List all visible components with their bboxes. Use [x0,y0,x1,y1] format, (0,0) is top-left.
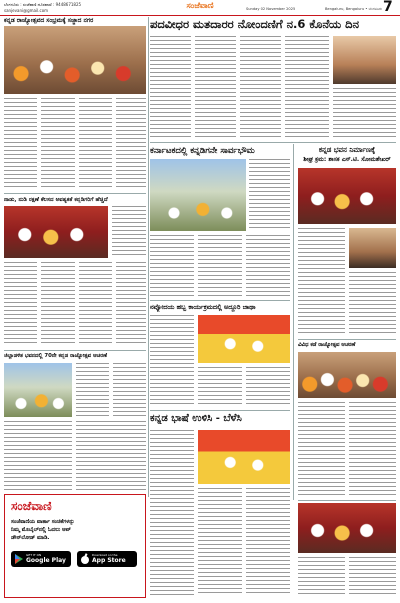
app-ad[interactable] [4,494,146,598]
headline-right-b: ವಿವಿಧ ಕಡೆ ರಾಜ್ಯೋತ್ಸವ ಆಚರಣೆ [298,342,356,348]
text-column [150,315,194,407]
edition-line: Bengaluru, Bengaluru • ಬೆಂಗಳೂರು [324,7,382,11]
text-column [195,36,236,139]
text-column [240,36,281,139]
text-column [246,367,290,407]
ad-logo: ಸಂಜೆವಾಣಿ [11,499,52,513]
email-line: sanjevani@gmail.com [4,8,49,13]
ad-text-2: ನಿಮ್ಮ ಮೊಬೈಲ್‌ನಲ್ಲಿ ಓದಲು ಆಪ್ [11,527,71,533]
google-play-label: Google Play [26,557,66,564]
column-rule [293,144,294,500]
text-column [349,557,396,596]
divider [150,142,396,143]
text-column [4,421,72,491]
photo-portrait-small [349,228,396,268]
text-column [298,228,345,336]
divider [298,500,396,501]
app-store-badge[interactable] [77,551,137,567]
photo-bottom-right [298,503,396,553]
photo-bhashe [198,430,290,484]
text-column [285,36,329,139]
photo-rally [150,159,246,231]
ad-text-1: ಸಂಜೆವಾಣಿಯ ವಾರ್ತಾ ಸಂಚಿಕೆಗಳನ್ನು [11,519,75,525]
text-column [198,367,242,407]
text-column [198,488,242,596]
page-number: 7 [383,0,393,15]
text-column [116,262,146,346]
divider [4,193,146,194]
headline-bottom: ಕನ್ನಡ ಭಾಷೆ ಉಳಿಸಿ - ಬೆಳೆಸಿ [150,413,242,424]
google-play-icon [14,553,24,565]
text-column [150,430,194,596]
photo-district-office [4,363,72,417]
text-column [349,402,396,498]
photo-jatha [198,315,290,363]
text-column [150,36,191,139]
text-column [249,159,290,231]
divider [150,300,290,301]
google-play-pre: GET IT ON [26,553,42,557]
text-column [41,262,75,346]
text-column [198,235,242,297]
headline-left-c: ಜಿಲ್ಲಾಡಳಿತ ಭವನದಲ್ಲಿ 70ನೇ ಕನ್ನಡ ರಾಜ್ಯೋತ್ಸವ ಆಚರಣೆ [4,353,108,359]
text-column [113,363,146,417]
text-column [116,98,146,190]
photo-celebration-right [298,352,396,398]
text-column [298,402,345,498]
app-store-label: App Store [92,557,126,564]
date-line: Sunday 02 November 2025 [246,7,296,11]
apple-icon [80,553,90,565]
text-column [4,98,37,190]
column-rule [148,17,149,497]
headline-right-a-line2: ಶೀಘ್ರ ಕ್ರಮ: ಶಾಸಕ ಎಸ್.ಟಿ. ಸೋಮಶೇಖರ್ [303,156,391,163]
text-column [79,98,112,190]
text-column [298,557,345,596]
headline-center-b: ನವ್ಯೋದಯ ಹಬ್ಬ ಕಾರ್ಯಕ್ರಮದಲ್ಲಿ ಅದ್ದೂರಿ ಜಾಥಾ [150,303,256,311]
divider [4,350,146,351]
photo-lead-portrait [333,36,396,84]
text-column [76,363,109,417]
photo-nadu-nudi [4,206,108,258]
headline-lead: ಪದವೀಧರ ಮತದಾರರ ನೋಂದಣಿಗೆ ನ.6 ಕೊನೆಯ ದಿನ [150,17,359,31]
text-column [349,272,396,336]
text-column [150,235,194,297]
app-store-pre: Download on the [92,553,118,557]
top-rule [0,15,400,16]
google-play-badge[interactable] [11,551,71,567]
text-column [4,262,37,346]
ad-text-3: ಡೌನ್‌ಲೋಡ್ ಮಾಡಿ. [11,535,50,541]
text-column [333,88,396,139]
divider [298,339,396,340]
text-column [41,98,75,190]
divider [150,410,290,411]
contact-line: ಬೆಂಗಳೂರು : ಸಂಜೆವಾಣಿ ದೂರವಾಣಿ : 9448671825 [4,2,82,7]
headline-top-left: ಕನ್ನಡ ರಾಜ್ಯೋತ್ಸವದ ಸಂಭ್ರಮಕ್ಕೆ ಸಜ್ಜಾದ ನಗರ [4,17,94,24]
text-column [246,235,290,297]
text-column [79,262,112,346]
headline-right-a-line1: ಕನ್ನಡ ಭವನ ನಿರ್ಮಾಣಕ್ಕೆ [318,146,376,154]
photo-rajyotsava-city [4,26,146,94]
text-column [112,206,146,258]
headline-mid-left: ನಾಡು, ನುಡಿ ರಕ್ಷಣೆ ಕೆಲಸದ ಅವಶ್ಯಕತೆ ಕನ್ನಡಿಗರಿಗೆ ಹೆಚ್ಚಿದೆ [4,197,108,203]
photo-kannada-bhavan [298,168,396,224]
headline-center-a: ಕರ್ನಾಟಕದಲ್ಲಿ ಕನ್ನಡಿಗನೇ ಸಾರ್ವಭೌಮ [150,146,255,156]
masthead-logo: ಸಂಜೆವಾಣಿ [186,1,214,10]
text-column [246,488,290,596]
text-column [76,421,146,491]
